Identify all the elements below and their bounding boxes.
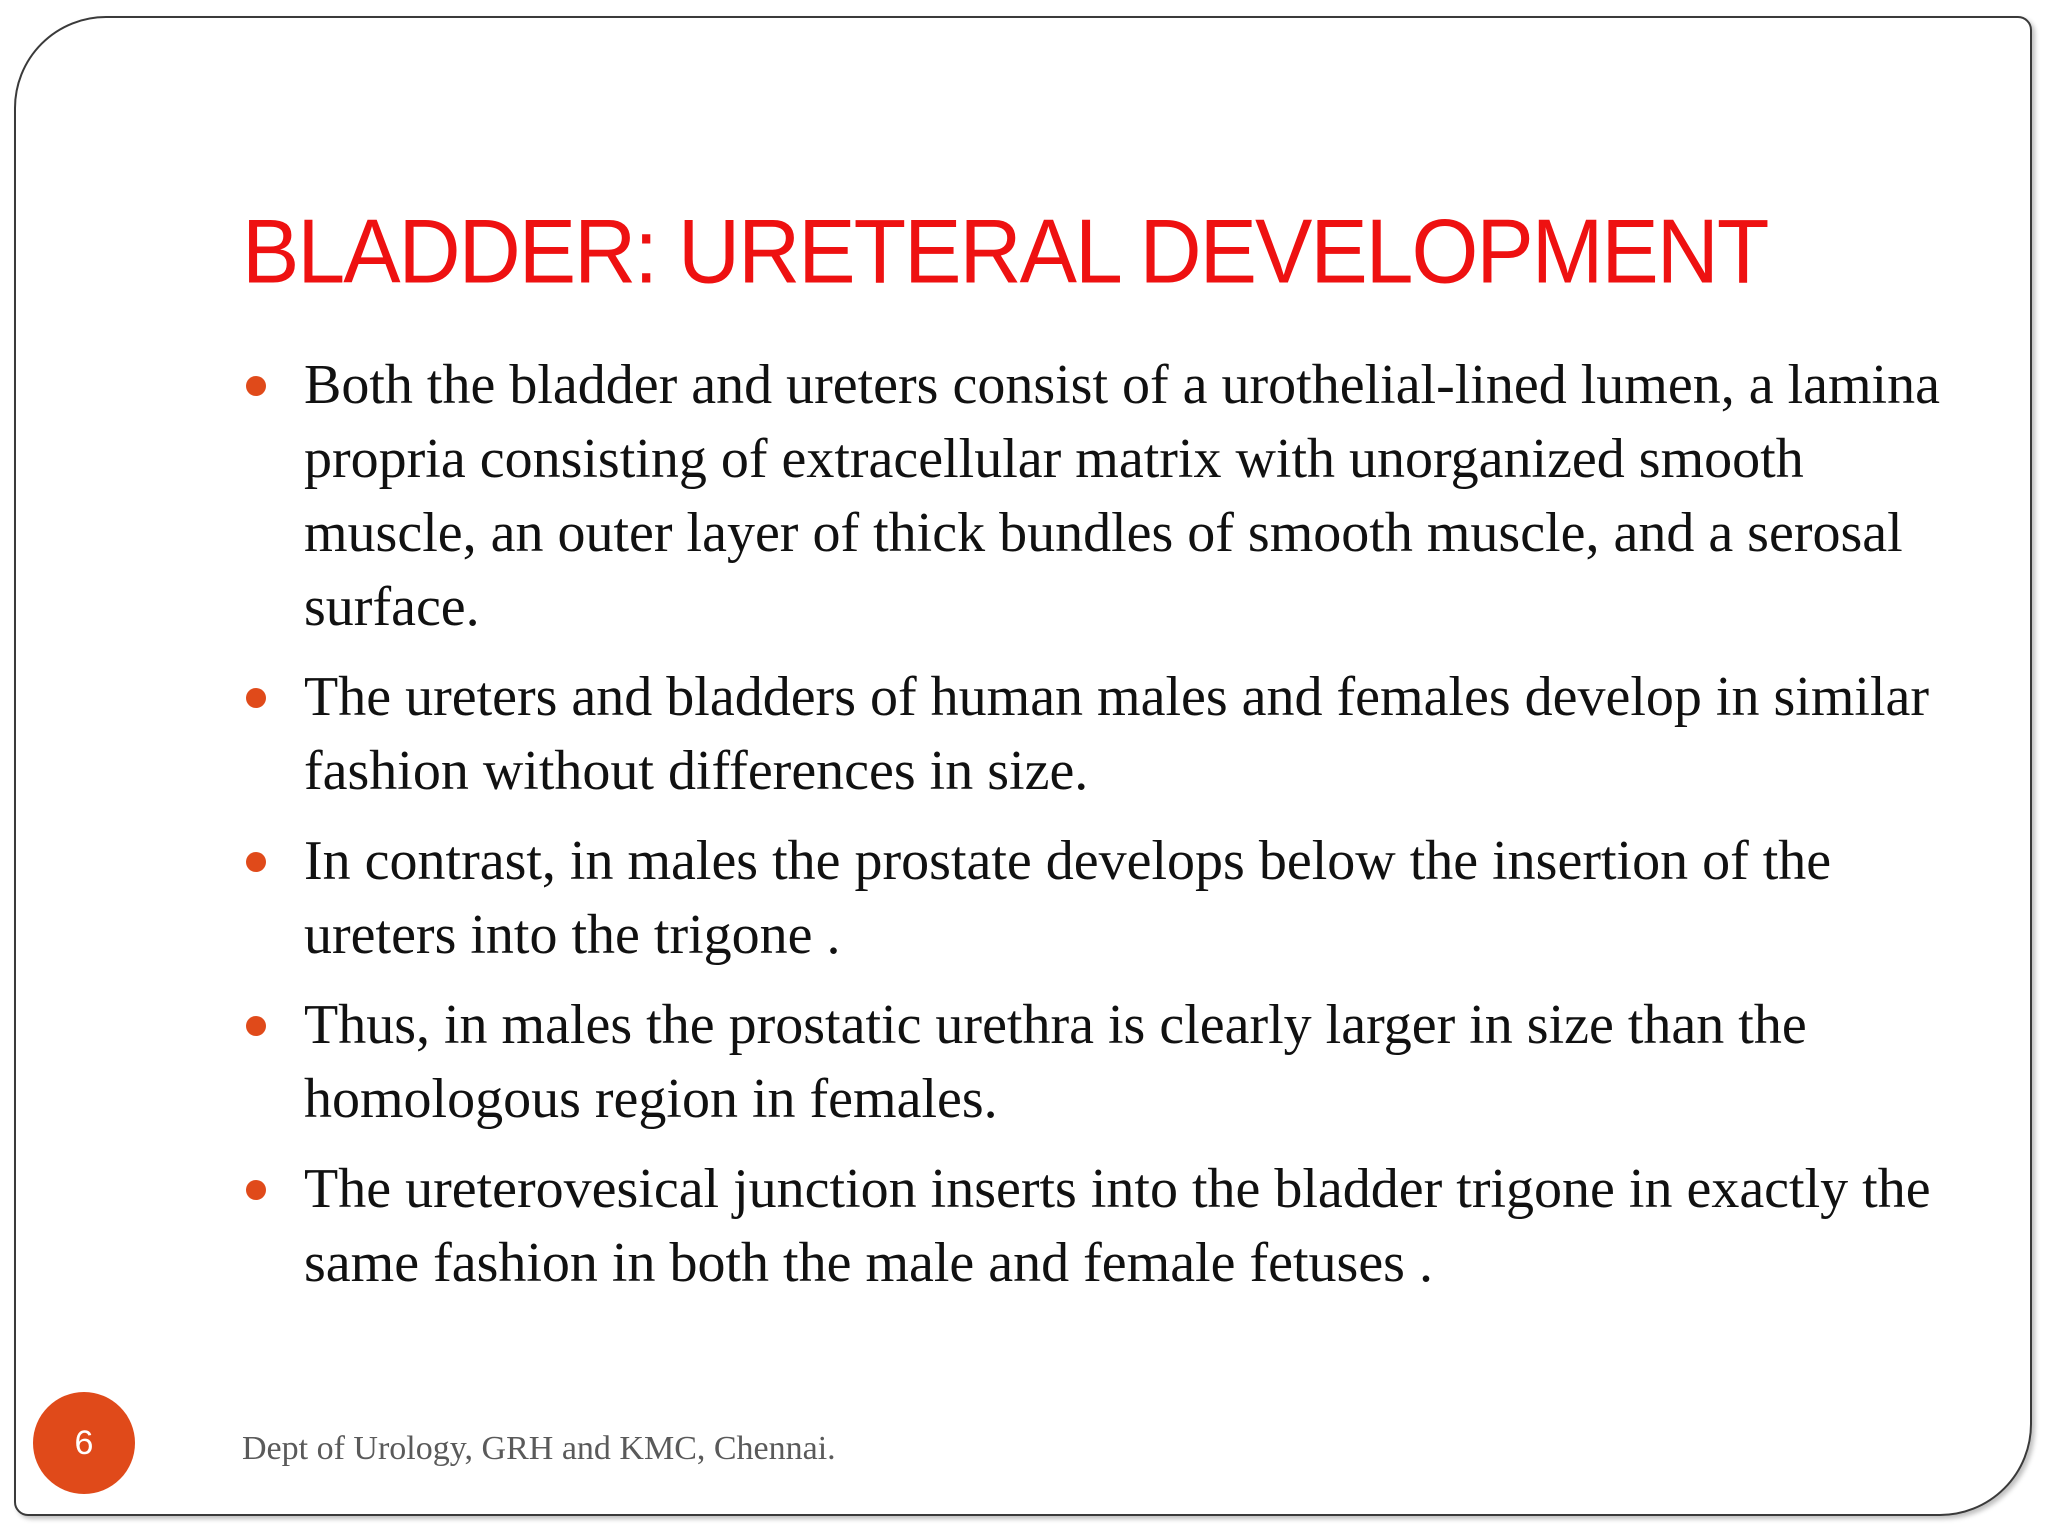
bullet-text: Thus, in males the prostatic urethra is clearly larger in size than the homologous region in females.	[304, 994, 1807, 1130]
bullet-list	[242, 348, 1952, 1316]
page-number-badge	[33, 1392, 135, 1494]
bullet-item	[242, 988, 1952, 1136]
bullet-text: The ureterovesical junction inserts into the bladder trigone in exactly the same fashion in both the male and female fetuses .	[304, 1158, 1931, 1294]
bullet-item	[242, 824, 1952, 972]
bullet-dot-icon	[246, 376, 266, 396]
slide	[14, 16, 2032, 1516]
bullet-dot-icon	[246, 688, 266, 708]
bullet-item	[242, 1152, 1952, 1300]
bullet-text: The ureters and bladders of human males and females develop in similar fashion without differences in size.	[304, 666, 1930, 802]
page-number: 6	[74, 1423, 94, 1462]
footer-text: Dept of Urology, GRH and KMC, Chennai.	[242, 1430, 836, 1467]
bullet-item	[242, 660, 1952, 808]
bullet-dot-icon	[246, 1180, 266, 1200]
slide-title: BLADDER: URETERAL DEVELOPMENT	[242, 200, 1768, 303]
bullet-text: In contrast, in males the prostate develops below the insertion of the ureters into the trigone .	[304, 830, 1832, 966]
bullet-item	[242, 348, 1952, 644]
bullet-text: Both the bladder and ureters consist of a urothelial-lined lumen, a lamina propria consisting of extracellular matrix with unorganized smooth muscle, an outer layer of thick bundles of smooth muscle, and a serosal surface.	[304, 354, 1940, 638]
bullet-dot-icon	[246, 1016, 266, 1036]
bullet-dot-icon	[246, 852, 266, 872]
